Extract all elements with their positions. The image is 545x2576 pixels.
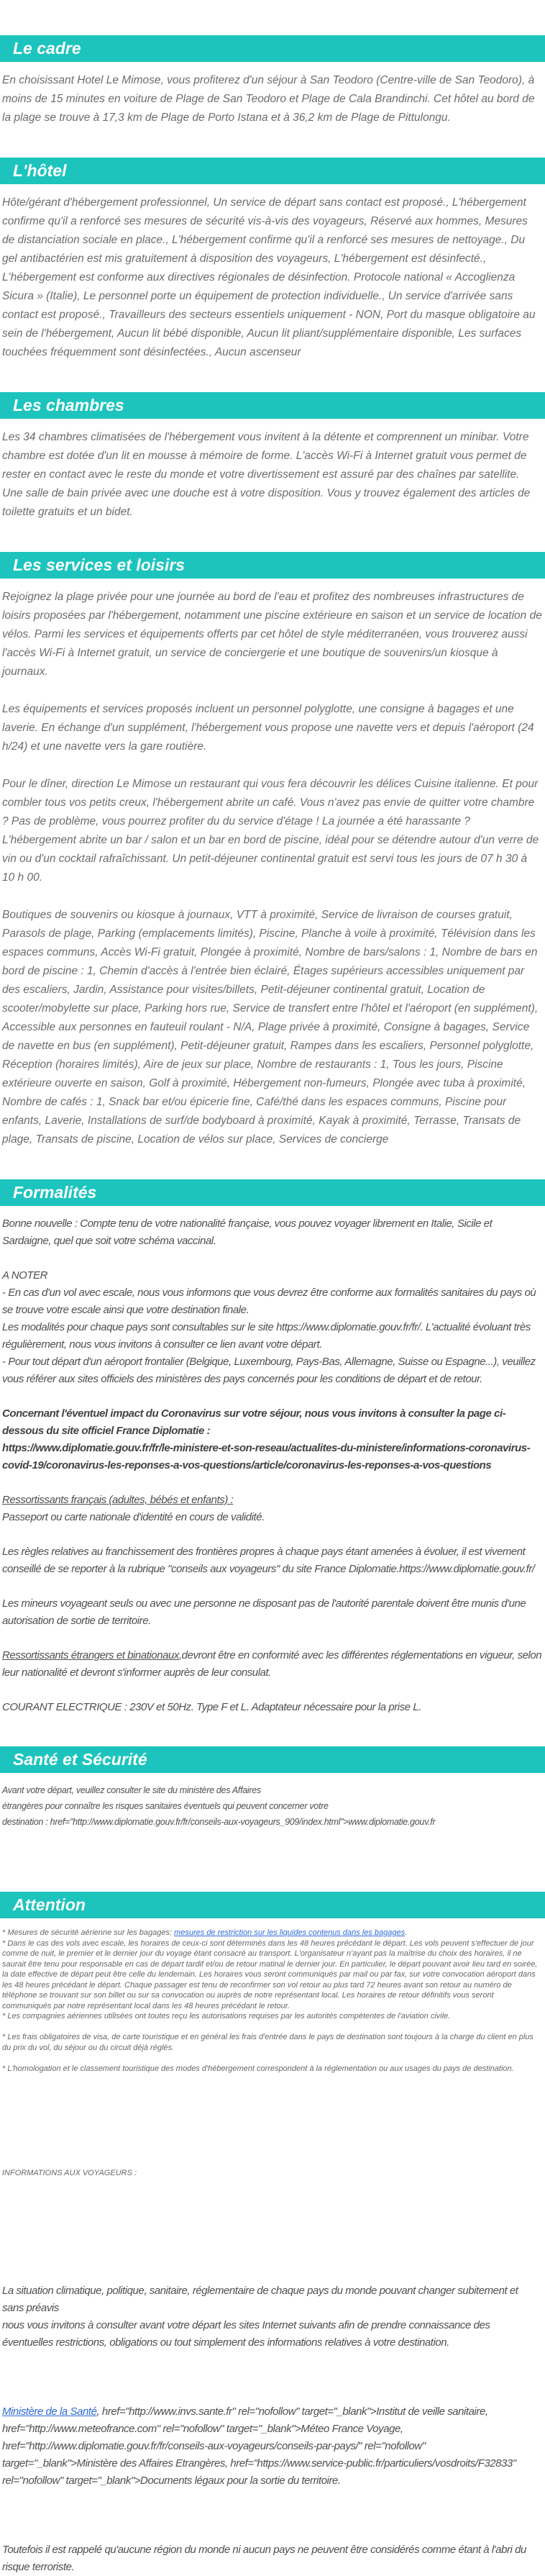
text-segment: Bonne nouvelle : Compte tenu de votre nationalité française, vous pouvez voyager librement en Italie, Sicile et Sardaigne, quel que soit votre schéma vaccinal.	[2, 1217, 493, 1247]
text-segment: https://www.diplomatie.gouv.fr/fr/le-ministere-et-son-reseau/actualites-du-ministere/informations-coronavirus-covid-19/coronavirus-les-reponses-a-vos-questions/article/coronavirus-les-reponses-a-vos-questions	[2, 1442, 531, 1471]
paragraph	[2, 1647, 542, 1682]
blank-line	[2, 2189, 542, 2200]
blank-line	[2, 1388, 542, 1405]
text-segment: COURANT ELECTRIQUE : 230V et 50Hz. Type F et L. Adaptateur nécessaire pour la prise L.	[2, 1701, 421, 1713]
section-les-chambres	[0, 392, 545, 522]
paragraph	[2, 1938, 542, 2012]
blank-line	[2, 2490, 542, 2507]
text-segment: Avant votre départ, veuillez consulter le site du ministère des Affaires	[2, 1785, 261, 1795]
section-body	[0, 184, 545, 362]
text-segment: A NOTER	[2, 1269, 47, 1282]
blank-line	[2, 887, 542, 906]
section-header-bar	[0, 1179, 545, 1206]
text-segment: Toutefois il est rappelé qu'aucune région du monde ni aucun pays ne peuvent être considérés comme étant à l'abri du risque terroriste.	[2, 2544, 526, 2573]
paragraph	[2, 1215, 542, 1250]
paragraph	[2, 906, 542, 1149]
blank-line	[2, 2115, 542, 2126]
paragraph	[2, 1595, 542, 1630]
section-body	[0, 1773, 545, 1861]
section-attention	[0, 1892, 545, 2576]
text-segment: * Dans le cas des vols avec escale, les horaires de ceux-ci sont déterminés dans les 48 heures précédant le départ. Les vols peuvent s'effectuer de jour comme de nuit, le premier et le dernier jour du voyage étant consacré au transport. L'organisateur n'ayant pas la maîtrise du choix des horaires, il ne saurait être tenu pour responsable en cas de départ tardif et/ou de retour matinal le dernier jour. En particulier, le départ pouvant avoir lieu tard en soirée, la date effective de départ peut être celle du lendemain. Les horaires vous seront communiqués par mail ou par fax, sur votre convocation aéroport dans les 48 heures précédant le départ. Chaque passager est tenu de reconfirmer son vol retour au plus tard 72 heures avant son retour au numéro de téléphone se trouvant sur son billet ou sur sa convocation ou auprès de notre représentant local. Les horaires de retour définitifs vous seront communiqués par notre représentant local dans les 48 heures précédant le retour.	[2, 1938, 538, 2010]
blank-line	[2, 756, 542, 775]
paragraph	[2, 71, 542, 127]
paragraph	[2, 194, 542, 362]
text-segment: Concernant l'éventuel impact du Coronavirus sur votre séjour, nous vous invitons à consulter la page ci-dessous du site officiel France Diplomatie :	[2, 1407, 506, 1437]
paragraph	[2, 2403, 542, 2490]
paragraph	[2, 700, 542, 756]
blank-line	[2, 1526, 542, 1543]
blank-line	[2, 2147, 542, 2158]
blank-line	[2, 2105, 542, 2116]
text-link[interactable]: mesures de restriction sur les liquides contenus dans les bagages	[174, 1928, 406, 1937]
section-le-cadre	[0, 35, 545, 127]
paragraph	[2, 1405, 542, 1474]
paragraph	[2, 1699, 542, 1716]
blank-line	[2, 2157, 542, 2168]
blank-line	[2, 2095, 542, 2105]
blank-line	[2, 681, 542, 700]
paragraph	[2, 1353, 542, 1388]
blank-line	[2, 1846, 542, 1861]
text-segment: INFORMATIONS AUX VOYAGEURS :	[2, 2168, 137, 2177]
paragraph	[2, 2064, 542, 2074]
text-segment: En choisissant Hotel Le Mimose, vous profiterez d'un séjour à San Teodoro (Centre-ville de San Teodoro), à moins de 15 minutes en voiture de Plage de San Teodoro et Plage de Cala Brandinchi. Cet hôtel au bord de la plage se trouve à 17,3 km de Plage de Porto Istana et à 36,2 km de Plage de Pittulongu.	[2, 74, 535, 124]
section-header-bar	[0, 158, 545, 184]
paragraph	[2, 588, 542, 681]
text-segment: destination : href="http://www.diplomatie.gouv.fr/fr/conseils-aux-voyageurs_909/index.html">www.diplomatie.gouv.fr	[2, 1817, 436, 1827]
blank-line	[2, 2272, 542, 2283]
text-segment: Ressortissants français (adultes, bébés et enfants) :	[2, 1494, 234, 1506]
text-segment: nous vous invitons à consulter avant votre départ les sites Internet suivants afin de prendre connaissance des éventuelles restrictions, obligations ou tout simplement des informations relatives à votre destination.	[2, 2319, 490, 2349]
blank-line	[2, 2074, 542, 2085]
blank-line	[2, 1682, 542, 1699]
blank-line	[2, 2251, 542, 2262]
text-segment: .	[405, 1928, 408, 1937]
paragraph	[2, 2168, 542, 2179]
blank-line	[2, 2178, 542, 2189]
text-segment: - Pour tout départ d'un aéroport frontalier (Belgique, Luxembourg, Pays-Bas, Allemagne, Suisse ou Espagne...), veuillez vous référer aux sites officiels des ministères des pays concernés pour les conditions de départ et de retour.	[2, 1356, 536, 1385]
section-title: Les chambres	[13, 396, 124, 414]
text-segment: Les règles relatives au franchissement des frontières propres à chaque pays étant amenées à évoluer, il est vivement conseillé de se reporter à la rubrique "conseils aux voyageurs" du site France Diplomatie.https://www.diplomatie.gouv.fr/	[2, 1546, 535, 1575]
text-segment: Hôte/gérant d'hébergement professionnel, Un service de départ sans contact est proposé., L'hébergement confirme qu'il a renforcé ses mesures de sécurité vis-à-vis des voyageurs, Réservé aux hommes, Mesures de distanciation sociale en place., L'hébergement confirme qu'il a renforcé ses mesures de nettoyage., Du gel antibactérien est mis gratuitement à disposition des voyageurs, L'hébergement est désinfecté., L'hébergement est conforme aux directives régionales de désinfection. Protocole national « Accoglienza Sicura » (Italie), Le personnel porte un équipement de protection individuelle., Un service d'arrivée sans contact est proposé., Travailleurs des secteurs essentiels uniquement - NON, Port du masque obligatoire au sein de l'hébergement, Aucun lit bébé disponible, Aucun lit pliant/supplémentaire disponible, Les surfaces touchées fréquemment sont désinfectées., Aucun ascenseur	[2, 196, 536, 358]
section-title: Santé et Sécurité	[13, 1750, 147, 1769]
text-segment: Boutiques de souvenirs ou kiosque à journaux, VTT à proximité, Service de livraison de courses gratuit, Parasols de plage, Parking (emplacements limités), Piscine, Planche à voile à proximité, Télévision dans les espaces communs, Accès Wi-Fi gratuit, Plongée à proximité, Nombre de bars/salons : 1, Nombre de bars en bord de piscine : 1, Chemin d'accès à l'entrée bien éclairé, Étages supérieurs accessibles uniquement par des escaliers, Jardin, Assistance pour visites/billets, Petit-déjeuner continental gratuit, Location de scooter/mobylette sur place, Parking hors rue, Service de transfert entre l'hôtel et l'aéroport (en supplément), Accessible aux personnes en fauteuil roulant - N/A, Plage privée à proximité, Consigne à bagages, Service de navette en bus (en supplément), Petit-déjeuner gratuit, Rampes dans les escaliers, Personnel polyglotte, Réception (horaires limités), Aire de jeux sur place, Nombre de restaurants : 1, Tous les jours, Piscine extérieure ouverte en saison, Golf à proximité, Hébergement non-fumeurs, Plongée avec tuba à proximité, Nombre de cafés : 1, Snack bar et/ou épicerie fine, Café/thé dans les espaces communs, Piscine pour enfants, Laverie, Installations de surf/de bodyboard à proximité, Kayak à proximité, Terrasse, Transats de plage, Transats de piscine, Location de vélos sur place, Services de concierge	[2, 909, 539, 1146]
text-segment: * Les frais obligatoires de visa, de carte touristique et en général les frais d'entrée dans le pays de destination sont toujours à la charge du client en plus du prix du vol, du séjour ou du circuit déjà réglés.	[2, 2033, 533, 2052]
text-segment: Ressortissants étrangers et binationaux	[2, 1649, 179, 1661]
blank-line	[2, 1578, 542, 1595]
blank-line	[2, 2085, 542, 2095]
section-header-bar	[0, 392, 545, 419]
text-segment: , href="http://www.invs.sante.fr" rel="nofollow" target="_blank">Institut de veille sanitaire, href="http://www.meteofrance.com" rel="nofollow" target="_blank">Méteo France Voyage, href="http://www.diplomatie.gouv.fr/fr/conseils-aux-voyageurs/conseils-par-pays/" rel="nofollow" target="_blank">Ministère des Affaires Etrangères, href="https://www.service-public.fr/particuliers/vosdroits/F32833" rel="nofollow" target="_blank">Documents légaux pour la sortie du territoire.	[2, 2405, 516, 2487]
section-body	[0, 1918, 545, 2576]
blank-line	[2, 2053, 542, 2064]
text-segment: - En cas d'un vol avec escale, nous vous informons que vous devrez être conforme aux formalités sanitaires du pays où se trouve votre escale ainsi que votre destination finale.	[2, 1287, 536, 1316]
section-header-bar	[0, 1892, 545, 1918]
paragraph	[2, 1782, 542, 1830]
section-title: Formalités	[13, 1183, 97, 1202]
blank-line	[2, 1474, 542, 1492]
section-header-bar	[0, 1746, 545, 1773]
blank-line	[2, 2241, 542, 2251]
blank-line	[2, 2231, 542, 2241]
text-segment: étrangères pour connaître les risques sanitaires éventuels qui peuvent concerner votre	[2, 1801, 329, 1811]
blank-line	[2, 2351, 542, 2369]
blank-line	[2, 1250, 542, 1267]
text-segment: * Les compagnies aériennes utilisées ont toutes reçu les autorisations requises par les autorités compétentes de l'aviation civile.	[2, 2012, 451, 2021]
blank-line	[2, 2199, 542, 2210]
paragraph	[2, 1319, 542, 1353]
text-segment: Rejoignez la plage privée pour une journée au bord de l'eau et profitez des nombreuses infrastructures de loisirs proposées par l'hébergement, notamment une piscine extérieure en saison et un service de location de vélos. Parmi les services et équipements offerts par cet hôtel de style méditerranéen, vous trouverez aussi l'accès Wi-Fi à Internet gratuit, un service de conciergerie et une boutique de souvenirs/un kiosque à journaux.	[2, 591, 542, 678]
text-segment: Les équipements et services proposés incluent un personnel polyglotte, une consigne à bagages et une laverie. En échange d'un supplément, l'hébergement vous propose une navette vers et depuis l'aéroport (24 h/24) et une navette vers la gare routière.	[2, 703, 534, 753]
blank-line	[2, 2262, 542, 2272]
text-segment: * Mesures de sécurité aérienne sur les bagages:	[2, 1928, 175, 1937]
text-segment: Passeport ou carte nationale d'identité en cours de validité.	[2, 1511, 265, 1523]
text-segment: * L'homologation et le classement touristique des modes d'hébergement correspondent à la réglementation ou aux usages du pays de destination.	[2, 2064, 514, 2073]
blank-line	[2, 2126, 542, 2137]
blank-line	[2, 2210, 542, 2221]
paragraph	[2, 1267, 542, 1284]
section-body	[0, 419, 545, 522]
paragraph	[2, 428, 542, 522]
paragraph	[2, 775, 542, 887]
section-header-bar	[0, 35, 545, 62]
text-segment: Les modalités pour chaque pays sont consultables sur le site https://www.diplomatie.gouv.fr/fr/. L'actualité évoluant très régulièrement, nous vous invitons à consulter ce lien avant votre départ.	[2, 1321, 531, 1351]
section-sante-et-securite	[0, 1746, 545, 1861]
section-title: L'hôtel	[13, 161, 67, 180]
text-segment: Pour le dîner, direction Le Mimose un restaurant qui vous fera découvrir les délices Cuisine italienne. Et pour combler tous vos petits creux, l'hébergement abrite un café. Vous n'avez pas envie de quitter votre chambre ? Pas de problème, vous pourrez profiter du du service d'étage ! La journée a été harassante ? L'hébergement abrite un bar / salon et un bar en bord de piscine, idéal pour se détendre autour d'un verre de vin ou d'un cocktail rafraîchissant. Un petit-déjeuner continental gratuit est servi tous les jours de 07 h 30 à 10 h 00.	[2, 778, 539, 884]
section-formalites	[0, 1179, 545, 1716]
paragraph	[2, 1284, 542, 1319]
text-segment: ,devront être en conformité avec les différentes réglementations en vigueur, selon leur nationalité et devront s'informer auprès de leur consulat.	[2, 1649, 542, 1679]
blank-line	[2, 2386, 542, 2403]
section-title: Attention	[13, 1895, 86, 1914]
text-segment: La situation climatique, politique, sanitaire, réglementaire de chaque pays du monde pouvant changer subitement et sans préavis	[2, 2285, 518, 2314]
section-body	[0, 62, 545, 127]
blank-line	[2, 1630, 542, 1647]
blank-line	[2, 2136, 542, 2147]
section-body	[0, 579, 545, 1149]
paragraph	[2, 2282, 542, 2351]
blank-line	[2, 2524, 542, 2541]
paragraph	[2, 1543, 542, 1578]
blank-line	[2, 1830, 542, 1846]
paragraph	[2, 2032, 542, 2053]
text-link[interactable]: Ministère de la Santé	[2, 2405, 97, 2418]
section-header-bar	[0, 552, 545, 579]
paragraph	[2, 1492, 542, 1526]
text-segment: Les 34 chambres climatisées de l'hébergement vous invitent à la détente et comprennent un minibar. Votre chambre est dotée d'un lit en mousse à mémoire de forme. L'accès Wi-Fi à Internet gratuit vous permet de rester en contact avec le reste du monde et votre divertissement est assuré par des chaînes par satellite. Une salle de bain privée avec une douche est à votre disposition. Vous y trouvez également des articles de toilette gratuits et un bidet.	[2, 431, 531, 518]
text-segment: Les mineurs voyageant seuls ou avec une personne ne disposant pas de l'autorité parentale doivent être munis d'une autorisation de sortie de territoire.	[2, 1597, 526, 1627]
blank-line	[2, 2022, 542, 2033]
section-body	[0, 1206, 545, 1716]
paragraph	[2, 1928, 542, 1938]
blank-line	[2, 2220, 542, 2231]
section-title: Les services et loisirs	[13, 555, 186, 574]
section-title: Le cadre	[13, 39, 81, 58]
paragraph	[2, 2011, 542, 2022]
blank-line	[2, 2369, 542, 2386]
paragraph	[2, 2541, 542, 2576]
section-l-hotel	[0, 158, 545, 362]
section-les-services-et-loisirs	[0, 552, 545, 1149]
